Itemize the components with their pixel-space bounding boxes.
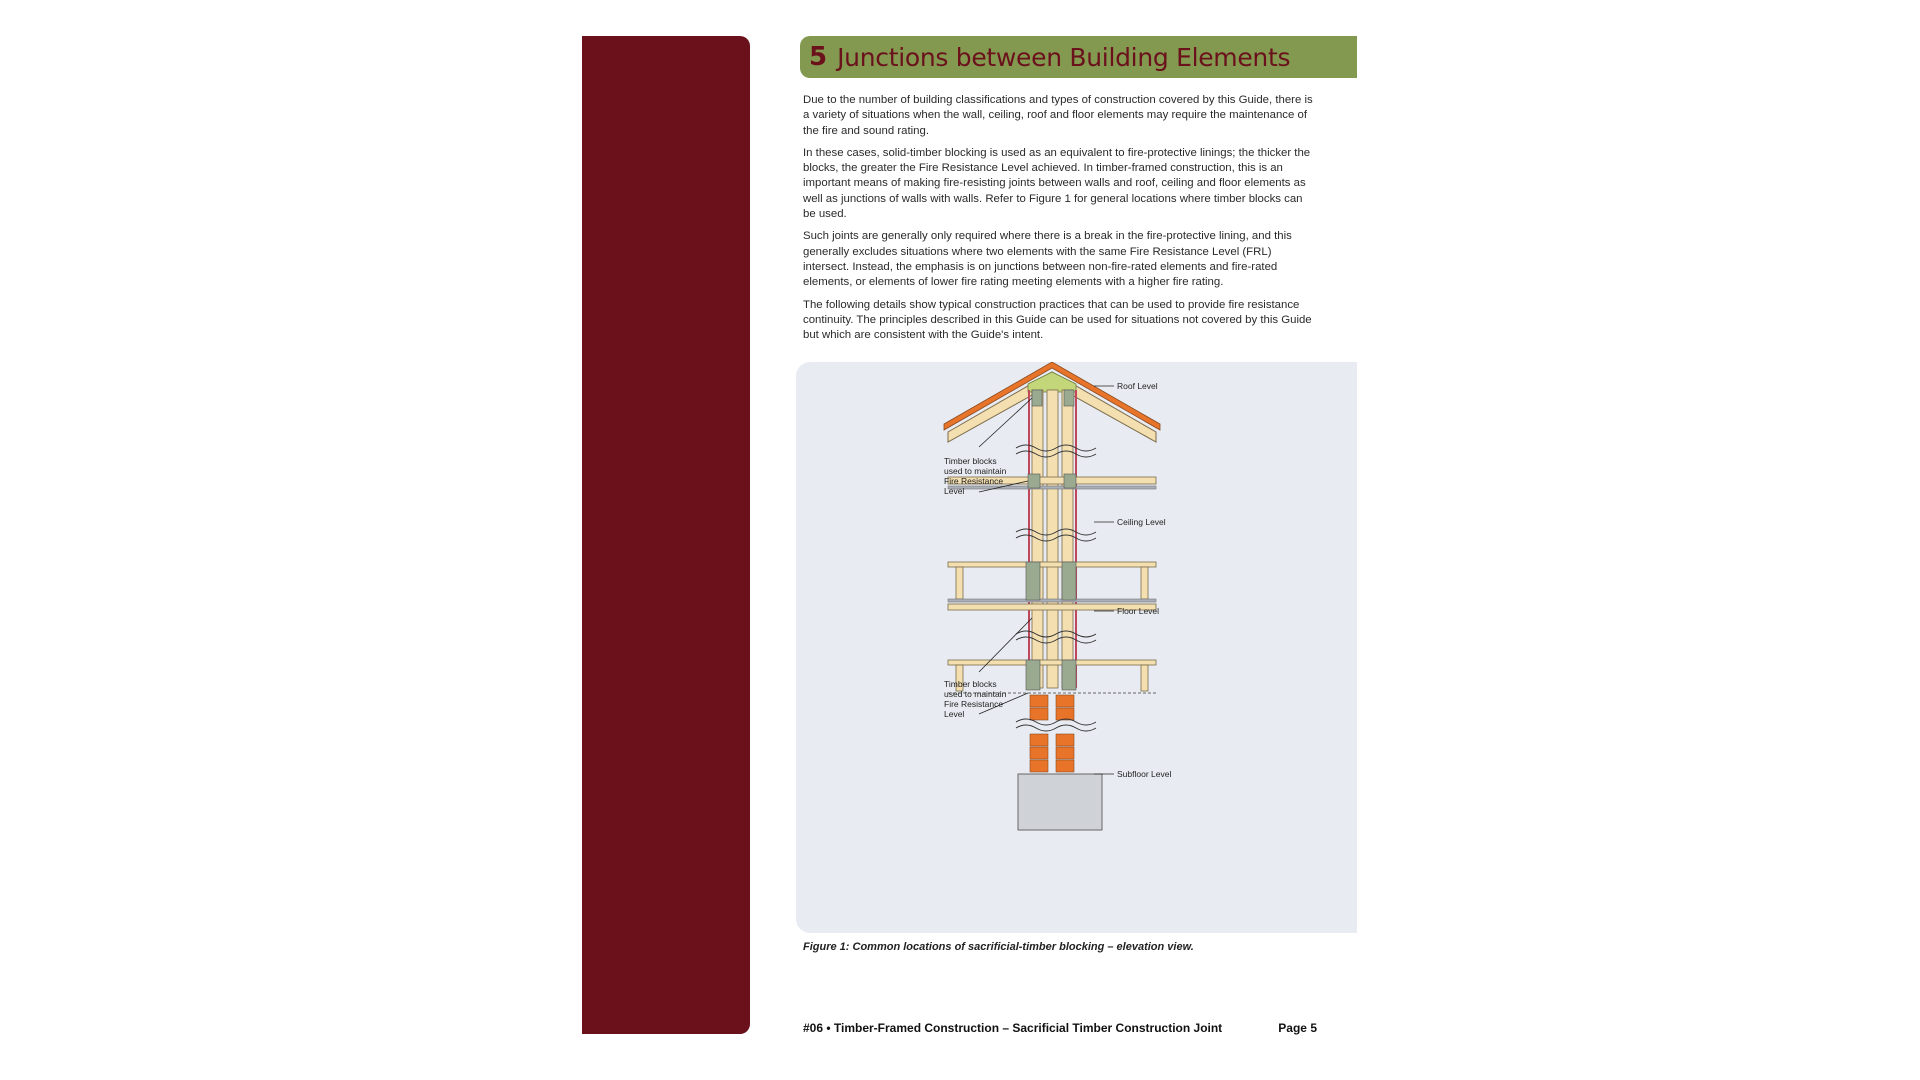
paragraph-4: The following details show typical construction practices that can be used to provide fire resistance continuity. The principles described in this Guide can be used for situations not covered by this Guide but which are consistent with the Guide's intent. <box>803 298 1312 342</box>
page-footer <box>803 1021 1317 1035</box>
callout-upper-line-3: Fire Resistance <box>944 476 1004 486</box>
section-title-bar <box>800 36 1357 78</box>
callout-lower-line-2: used to maintain <box>944 689 1007 699</box>
ceiling-level-label: Ceiling Level <box>1117 517 1166 527</box>
callout-lower-line-1: Timber blocks <box>944 679 997 689</box>
paragraph-1: Due to the number of building classifications and types of construction covered by this Guide, there is a variety of situations when the wall, ceiling, roof and floor elements may require the maintenance of the fire and sound rating. <box>803 94 1313 137</box>
footer-page-number: Page 5 <box>1278 1021 1317 1035</box>
elevation-diagram <box>796 362 1357 933</box>
paragraph-3: Such joints are generally only required where there is a break in the fire-protective lining, and this generally excludes situations where two elements with the same Fire Resistance Level (FRL) intersect. Instead, the emphasis is on junctions between non-fire-rated elements and fire-rated elements, or elements of lower fire rating meeting elements with a higher fire rating. <box>803 230 1292 289</box>
paragraph-2: In these cases, solid-timber blocking is used as an equivalent to fire-protective linings; the thicker the blocks, the greater the Fire Resistance Level achieved. In timber-framed construction, this is an important means of making fire-resisting joints between walls and roof, ceiling and floor elements as well as junctions of walls with walls. Refer to Figure 1 for general locations where timber blocks can be used. <box>803 146 1311 221</box>
callout-lower-line-3: Fire Resistance <box>944 699 1004 709</box>
callout-lower-line-4: Level <box>944 709 965 719</box>
section-title: Junctions between Building Elements <box>837 42 1291 72</box>
floor-level-label: Floor Level <box>1117 606 1160 616</box>
callout-upper-line-1: Timber blocks <box>944 456 997 466</box>
subfloor-level-label: Subfloor Level <box>1117 769 1172 779</box>
footer-document-title: #06 • Timber-Framed Construction – Sacrificial Timber Construction Joint <box>803 1021 1223 1035</box>
figure-panel <box>796 362 1357 933</box>
brick-piers <box>1030 695 1074 772</box>
body-text <box>803 93 1318 350</box>
wall-column <box>1029 390 1076 688</box>
roof-level-label: Roof Level <box>1117 381 1158 391</box>
callout-upper-line-4: Level <box>944 486 965 496</box>
sidebar-band <box>582 36 750 1034</box>
callout-upper-line-2: used to maintain <box>944 466 1007 476</box>
figure-caption: Figure 1: Common locations of sacrificial-timber blocking – elevation view. <box>803 941 1194 953</box>
section-number: 5 <box>809 42 828 72</box>
concrete-footing <box>1018 774 1102 830</box>
